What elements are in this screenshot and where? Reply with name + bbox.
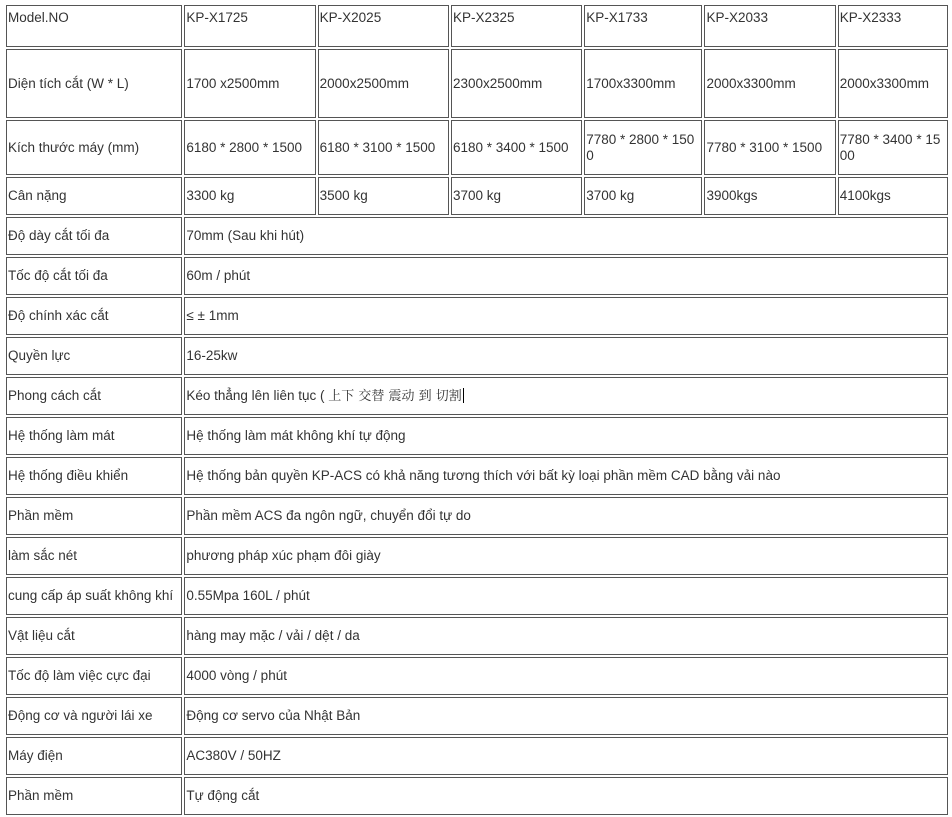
- row-label: Phong cách cắt: [6, 377, 182, 415]
- row-label: Máy điện: [6, 737, 182, 775]
- value-cell: phương pháp xúc phạm đôi giày: [184, 537, 948, 575]
- value-cell: 3300 kg: [184, 177, 315, 215]
- value-cell: hàng may mặc / vải / dệt / da: [184, 617, 948, 655]
- value-cell: 3700 kg: [451, 177, 582, 215]
- row-label: Vật liệu cắt: [6, 617, 182, 655]
- model-header-cell: KP-X2333: [838, 5, 948, 47]
- value-cell: 2000x3300mm: [838, 49, 948, 118]
- value-cell: 4000 vòng / phút: [184, 657, 948, 695]
- value-cell: AC380V / 50HZ: [184, 737, 948, 775]
- model-header-cell: KP-X2033: [704, 5, 835, 47]
- row-label: Hệ thống điều khiển: [6, 457, 182, 495]
- model-header-cell: KP-X2325: [451, 5, 582, 47]
- table-row-cutting-style: [6, 377, 948, 415]
- value-cell: Tự động cắt: [184, 777, 948, 815]
- table-row-materials: [6, 617, 948, 655]
- row-label: Cân nặng: [6, 177, 182, 215]
- table-row-machine-size: [6, 120, 948, 175]
- row-label: Kích thước máy (mm): [6, 120, 182, 175]
- value-cell: 16-25kw: [184, 337, 948, 375]
- table-row-accuracy: [6, 297, 948, 335]
- value-cell: ≤ ± 1mm: [184, 297, 948, 335]
- model-header-cell: KP-X2025: [318, 5, 449, 47]
- table-row-power: [6, 337, 948, 375]
- value-cell: Phần mềm ACS đa ngôn ngữ, chuyển đổi tự do: [184, 497, 948, 535]
- table-row-cutting-area: [6, 49, 948, 118]
- value-cell: 6180 * 3100 * 1500: [318, 120, 449, 175]
- model-header-cell: KP-X1725: [184, 5, 315, 47]
- value-cell: 3700 kg: [584, 177, 702, 215]
- table-row-air-pressure: [6, 577, 948, 615]
- value-cell: 60m / phút: [184, 257, 948, 295]
- value-cell: 1700x3300mm: [584, 49, 702, 118]
- row-label: cung cấp áp suất không khí: [6, 577, 182, 615]
- value-text: Kéo thẳng lên liên tục (: [186, 387, 329, 403]
- table-row-max-speed: [6, 257, 948, 295]
- value-cell: 2000x3300mm: [704, 49, 835, 118]
- table-row-motor-driver: [6, 697, 948, 735]
- table-row-control-system: [6, 457, 948, 495]
- header-label: Model.NO: [6, 5, 182, 47]
- value-cell: 4100kgs: [838, 177, 948, 215]
- row-label: Tốc độ cắt tối đa: [6, 257, 182, 295]
- value-cell: 3900kgs: [704, 177, 835, 215]
- spec-table: [4, 3, 950, 817]
- value-cell: 70mm (Sau khi hút): [184, 217, 948, 255]
- row-label: Hệ thống làm mát: [6, 417, 182, 455]
- value-cell: 7780 * 2800 * 1500: [584, 120, 702, 175]
- row-label: Diện tích cắt (W * L): [6, 49, 182, 118]
- value-cell: Động cơ servo của Nhật Bản: [184, 697, 948, 735]
- row-label: Độ chính xác cắt: [6, 297, 182, 335]
- value-cell: 2000x2500mm: [318, 49, 449, 118]
- table-row-sharpening: [6, 537, 948, 575]
- value-cell: Hệ thống bản quyền KP-ACS có khả năng tương thích với bất kỳ loại phần mềm CAD bằng vải nào: [184, 457, 948, 495]
- header-row: [6, 5, 948, 47]
- value-text-cjk: 上下 交替 震动 到 切割: [328, 388, 462, 404]
- value-cell: 3500 kg: [318, 177, 449, 215]
- value-cell: 2300x2500mm: [451, 49, 582, 118]
- value-cell: 7780 * 3100 * 1500: [704, 120, 835, 175]
- row-label: Độ dày cắt tối đa: [6, 217, 182, 255]
- value-cell: 6180 * 2800 * 1500: [184, 120, 315, 175]
- value-cell: Hệ thống làm mát không khí tự động: [184, 417, 948, 455]
- value-cell: 7780 * 3400 * 1500: [838, 120, 948, 175]
- table-row-max-working-speed: [6, 657, 948, 695]
- table-row-electric: [6, 737, 948, 775]
- row-label: Phần mềm: [6, 497, 182, 535]
- model-header-cell: KP-X1733: [584, 5, 702, 47]
- value-cell[interactable]: [184, 377, 948, 415]
- row-label: làm sắc nét: [6, 537, 182, 575]
- text-caret: [463, 388, 464, 403]
- row-label: Động cơ và người lái xe: [6, 697, 182, 735]
- table-row-max-thickness: [6, 217, 948, 255]
- table-row-cooling-system: [6, 417, 948, 455]
- value-cell: 1700 x2500mm: [184, 49, 315, 118]
- table-row-software-auto: [6, 777, 948, 815]
- row-label: Tốc độ làm việc cực đại: [6, 657, 182, 695]
- row-label: Phần mềm: [6, 777, 182, 815]
- table-row-software: [6, 497, 948, 535]
- table-row-weight: [6, 177, 948, 215]
- value-cell: 6180 * 3400 * 1500: [451, 120, 582, 175]
- row-label: Quyền lực: [6, 337, 182, 375]
- value-cell: 0.55Mpa 160L / phút: [184, 577, 948, 615]
